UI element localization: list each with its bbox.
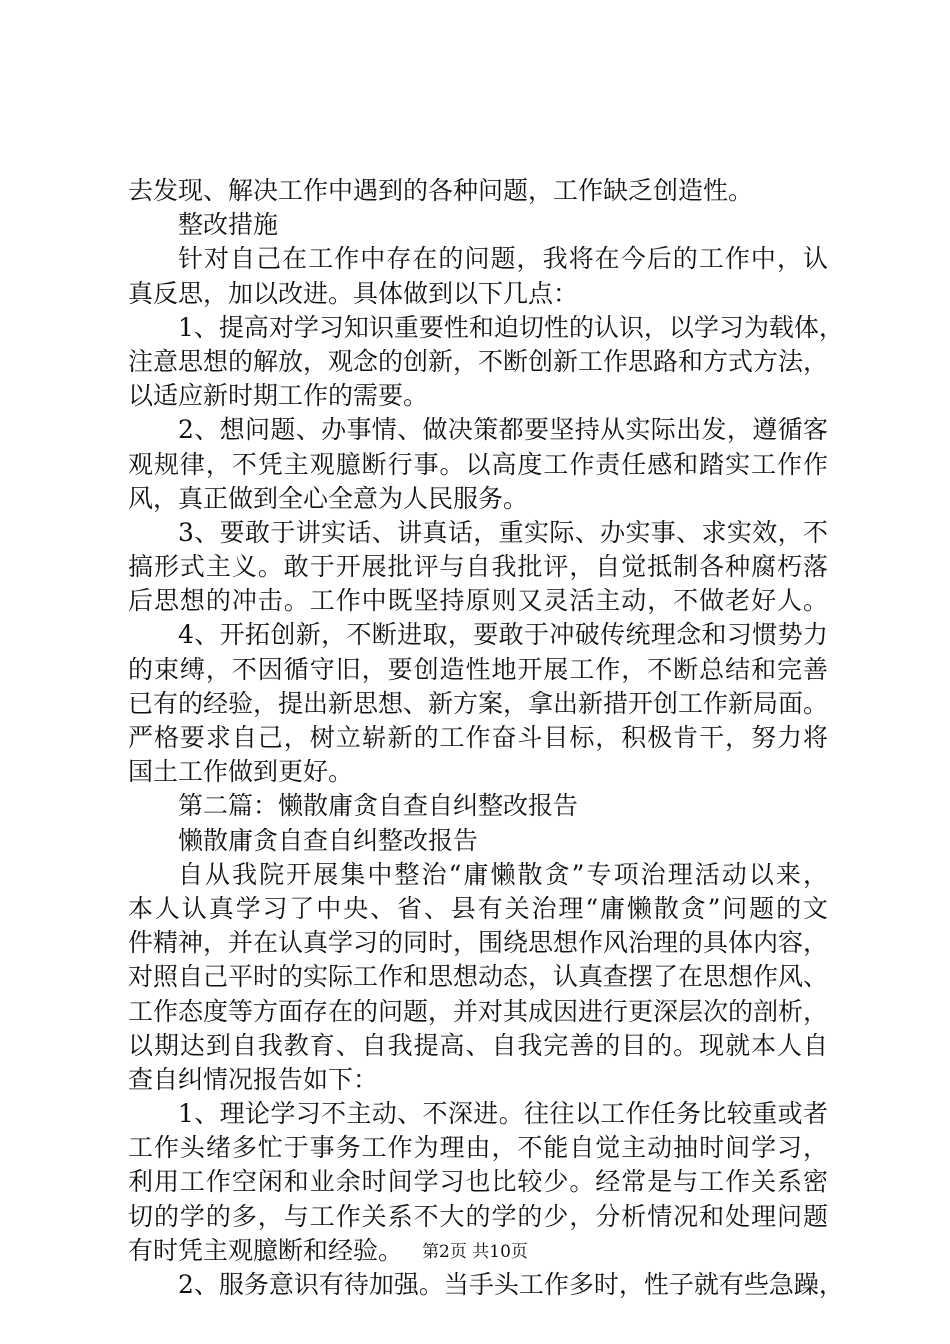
text-line: 2、服务意识有待加强。当手头工作多时，性子就有些急躁， (178, 1270, 844, 1299)
page-footer: 第2页 共10页 (422, 1242, 528, 1262)
text-line: 已有的经验，提出新思想、新方案，拿出新措开创工作新局面。 (128, 688, 829, 718)
text-line: 工作态度等方面存在的问题，并对其成因进行更深层次的剖析， (128, 996, 829, 1026)
text-line: 3、要敢于讲实话、讲真话，重实际、办实事、求实效，不 (178, 517, 828, 547)
text-line: 切的学的多，与工作关系不大的学的少，分析情况和处理问题 (128, 1201, 828, 1231)
text-line: 国土工作做到更好。 (128, 757, 354, 787)
text-line: 搞形式主义。敢于开展批评与自我批评，自觉抵制各种腐朽落 (128, 552, 828, 582)
text-line: 1、提高对学习知识重要性和迫切性的认识，以学习为载体， (178, 312, 844, 342)
text-line: 对照自己平时的实际工作和思想动态，认真查摆了在思想作风、 (128, 962, 829, 992)
text-line: 工作头绪多忙于事务工作为理由，不能自觉主动抽时间学习， (128, 1133, 828, 1163)
document-body (128, 174, 844, 1302)
text-line: 利用工作空闲和业余时间学习也比较少。经常是与工作关系密 (128, 1167, 828, 1197)
text-line: 后思想的冲击。工作中既坚持原则又灵活主动，不做老好人。 (128, 586, 828, 616)
text-line: 注意思想的解放，观念的创新，不断创新工作思路和方式方法， (128, 346, 829, 376)
text-line: 件精神，并在认真学习的同时，围绕思想作风治理的具体内容， (128, 928, 829, 958)
text-line: 有时凭主观臆断和经验。 (128, 1235, 404, 1265)
text-line: 的束缚，不因循守旧，要创造性地开展工作，不断总结和完善 (128, 654, 828, 684)
text-line: 风，真正做到全心全意为人民服务。 (128, 483, 529, 513)
text-line: 2、想问题、办事情、做决策都要坚持从实际出发，遵循客 (178, 415, 828, 445)
text-line: 去发现、解决工作中遇到的各种问题，工作缺乏创造性。 (128, 176, 754, 205)
text-line: 严格要求自己，树立崭新的工作奋斗目标，积极肯干，努力将 (128, 723, 828, 752)
text-line: 查自纠情况报告如下： (128, 1064, 379, 1094)
text-line: 针对自己在工作中存在的问题，我将在今后的工作中，认 (178, 244, 828, 274)
text-line: 第二篇：懒散庸贪自查自纠整改报告 (178, 791, 579, 821)
text-line: 4、开拓创新，不断进取，要敢于冲破传统理念和习惯势力 (178, 620, 828, 650)
text-line: 自从我院开展集中整治“庸懒散贪”专项治理活动以来， (178, 859, 828, 889)
text-line: 1、理论学习不主动、不深进。往往以工作任务比较重或者 (178, 1099, 828, 1129)
text-line: 观规律，不凭主观臆断行事。以高度工作责任感和踏实工作作 (128, 449, 828, 479)
text-line: 真反思，加以改进。具体做到以下几点： (128, 278, 579, 308)
text-line: 懒散庸贪自查自纠整改报告 (178, 825, 479, 855)
text-line: 以适应新时期工作的需要。 (128, 381, 429, 411)
text-line: 整改措施 (178, 210, 279, 240)
text-line: 本人认真学习了中央、省、县有关治理“庸懒散贪”问题的文 (128, 893, 828, 923)
text-line: 以期达到自我教育、自我提高、自我完善的目的。现就本人自 (128, 1030, 828, 1060)
